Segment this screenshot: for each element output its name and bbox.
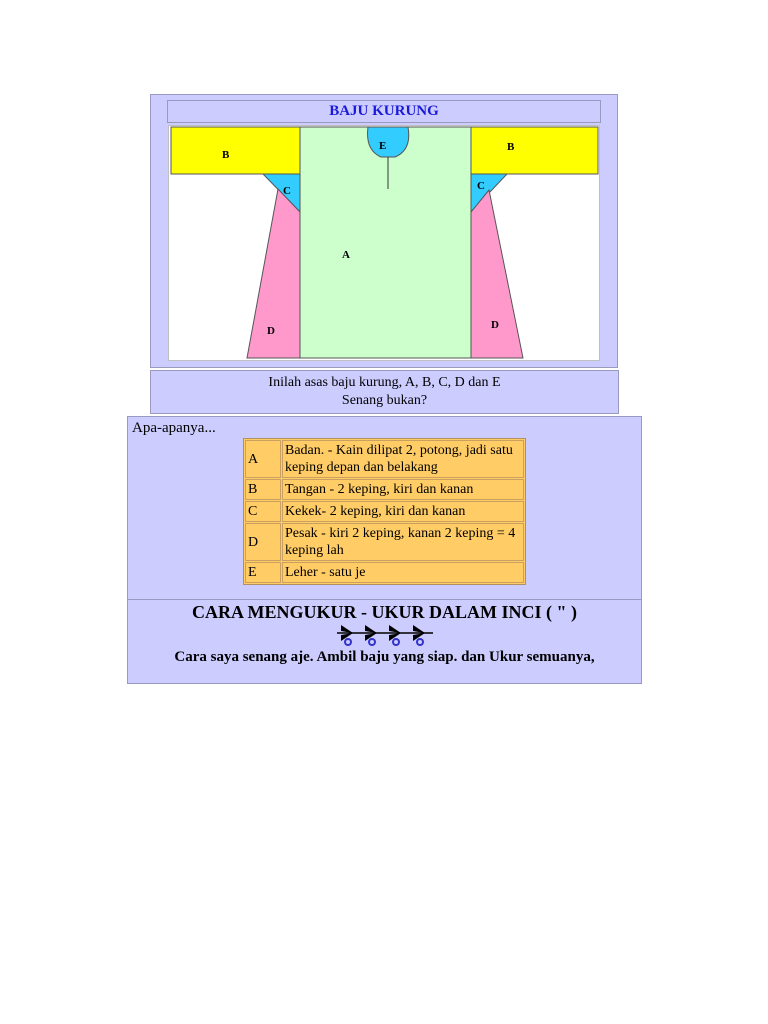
- table-row: [245, 562, 524, 583]
- label-b-right: B: [507, 141, 515, 153]
- caption-line-2: Senang bukan?: [341, 393, 428, 408]
- part-description: Pesak - kiri 2 keping, kanan 2 keping = 4 keping lah: [282, 523, 524, 561]
- label-e: E: [379, 140, 387, 152]
- parts-panel: [127, 416, 642, 684]
- part-key: A: [245, 440, 281, 478]
- sleeve-panel-b-right: [471, 127, 598, 174]
- scissors-icon-4: [413, 625, 425, 645]
- part-key: B: [245, 479, 281, 500]
- label-c-left: C: [283, 185, 291, 197]
- scissors-icon-3: [389, 625, 401, 645]
- part-key: C: [245, 501, 281, 522]
- neck-piece-e: [368, 127, 409, 157]
- part-key: E: [245, 562, 281, 583]
- part-description: Kekek- 2 keping, kiri dan kanan: [282, 501, 524, 522]
- scissors-icon-1: [341, 625, 353, 645]
- label-d-left: D: [267, 325, 275, 337]
- caption-panel: [150, 370, 619, 414]
- part-key: D: [245, 523, 281, 561]
- sleeve-panel-b-left: [171, 127, 300, 174]
- label-c-right: C: [477, 180, 485, 192]
- page-title: BAJU KURUNG: [167, 100, 601, 123]
- scissors-divider-icon: [335, 621, 435, 647]
- side-panel-d-right: [471, 190, 523, 358]
- table-row: [245, 440, 524, 478]
- measure-text: Cara saya senang aje. Ambil baju yang siap. dan Ukur semuanya,: [174, 649, 595, 665]
- table-row: [245, 523, 524, 561]
- parts-table: [243, 438, 526, 585]
- part-description: Leher - satu je: [282, 562, 524, 583]
- caption-line-1: Inilah asas baju kurung, A, B, C, D dan E: [268, 375, 501, 390]
- section-divider: [128, 599, 641, 600]
- part-description: Tangan - 2 keping, kiri dan kanan: [282, 479, 524, 500]
- body-panel-a: [300, 127, 471, 358]
- table-row: [245, 479, 524, 500]
- table-row: [245, 501, 524, 522]
- label-b-left: B: [222, 149, 230, 161]
- measure-heading: CARA MENGUKUR - UKUR DALAM INCI ( " ): [192, 602, 577, 622]
- label-d-right: D: [491, 319, 499, 331]
- baju-kurung-diagram: [168, 125, 600, 361]
- scissors-icon-2: [365, 625, 377, 645]
- part-description: Badan. - Kain dilipat 2, potong, jadi satu keping depan dan belakang: [282, 440, 524, 478]
- parts-intro: Apa-apanya...: [132, 420, 216, 436]
- label-a: A: [342, 249, 350, 261]
